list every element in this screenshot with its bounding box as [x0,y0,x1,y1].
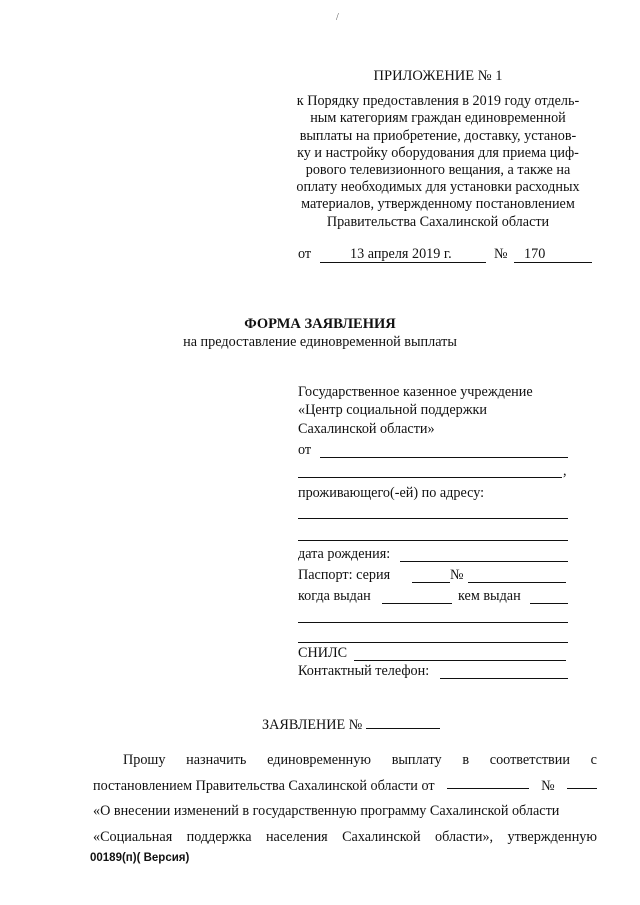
passport-series-field[interactable] [412,582,450,583]
appendix-line: рового телевизионного вещания, а также на [305,162,571,179]
issued-when-label: когда выдан [298,588,371,604]
footer-code: 00189(п)( Версия) [90,852,190,864]
passport-number-field[interactable] [468,582,566,583]
order-number: 170 [524,246,546,262]
paragraph-text: постановлением Правительства Сахалинской области от [93,777,435,794]
appendix-header [288,68,588,231]
word: Сахалинской [342,828,421,845]
word: с [590,752,597,768]
number-prefix: № [494,246,508,262]
snils-label: СНИЛС [298,645,348,661]
from-field[interactable] [320,457,568,458]
issued-by-field-3[interactable] [298,642,568,643]
order-date: 13 апреля 2019 г. [350,246,452,262]
passport-series-label: Паспорт: серия [298,567,391,583]
appendix-body [288,93,588,231]
order-date-number [298,246,598,266]
word: соответствии [489,752,570,768]
paragraph-line-2 [93,774,597,800]
number-sign: № [541,777,555,794]
birth-date-field[interactable] [400,561,568,562]
form-subtitle: на предоставление единовременной выплаты [183,334,457,350]
form-title-block [0,316,640,351]
issued-by-field-2[interactable] [298,622,568,623]
snils-field[interactable] [354,660,566,661]
statement-number-field[interactable] [366,716,440,729]
address-field-2[interactable] [298,540,568,541]
addressee-line-2: «Центр социальной поддержки [298,402,488,418]
appendix-line: к Порядку предоставления в 2019 году отдель- [296,93,580,110]
appendix-line: ным категориям граждан единовременной [310,110,566,127]
residing-label: проживающего(-ей) по адресу: [298,485,485,501]
comma: , [563,463,567,479]
form-title: ФОРМА ЗАЯВЛЕНИЯ [244,316,396,332]
word: единовременную [267,752,371,768]
resolution-date-field[interactable] [447,774,529,789]
paragraph-text: «О внесении изменений в государственную программу Сахалинской области [93,803,560,820]
word: Прошу [123,752,166,768]
paragraph-line-3 [93,799,597,825]
resolution-number-field[interactable] [567,774,597,789]
word: «Социальная [93,828,173,845]
issued-when-field[interactable] [382,603,452,604]
birth-date-label: дата рождения: [298,546,391,562]
paragraph-line-4 [93,825,597,851]
word: утвержденную [507,828,597,845]
statement-paragraph [93,748,597,850]
word: в [462,752,470,768]
phone-label: Контактный телефон: [298,663,430,679]
date-prefix: от [298,246,312,262]
appendix-line: Правительства Сахалинской области [326,213,550,230]
address-field-1[interactable] [298,518,568,519]
appendix-line: выплаты на приобретение, доставку, установ- [299,127,577,144]
appendix-line: оплату необходимых для установки расходных [296,179,580,196]
word: поддержка [186,828,252,845]
from-field-2[interactable] [298,477,562,478]
margin-mark: / [336,12,339,23]
word: выплату [391,752,442,768]
from-label: от [298,442,312,458]
issued-by-label: кем выдан [458,588,521,604]
appendix-title: ПРИЛОЖЕНИЕ № 1 [373,68,503,84]
addressee-line-1: Государственное казенное учреждение [298,384,533,400]
addressee-line-3: Сахалинской области» [298,421,435,437]
phone-field[interactable] [440,678,568,679]
word: области», [435,828,494,845]
word: населения [265,828,328,845]
paragraph-line-1 [93,748,597,774]
statement-title: ЗАЯВЛЕНИЕ № [262,717,363,733]
issued-by-field[interactable] [530,603,568,604]
word: назначить [186,752,247,768]
appendix-line: ку и настройку оборудования для приема циф- [297,144,579,161]
statement-title-block [262,716,440,734]
appendix-line: материалов, утвержденному постановлением [301,196,575,213]
passport-number-label: № [450,567,464,583]
